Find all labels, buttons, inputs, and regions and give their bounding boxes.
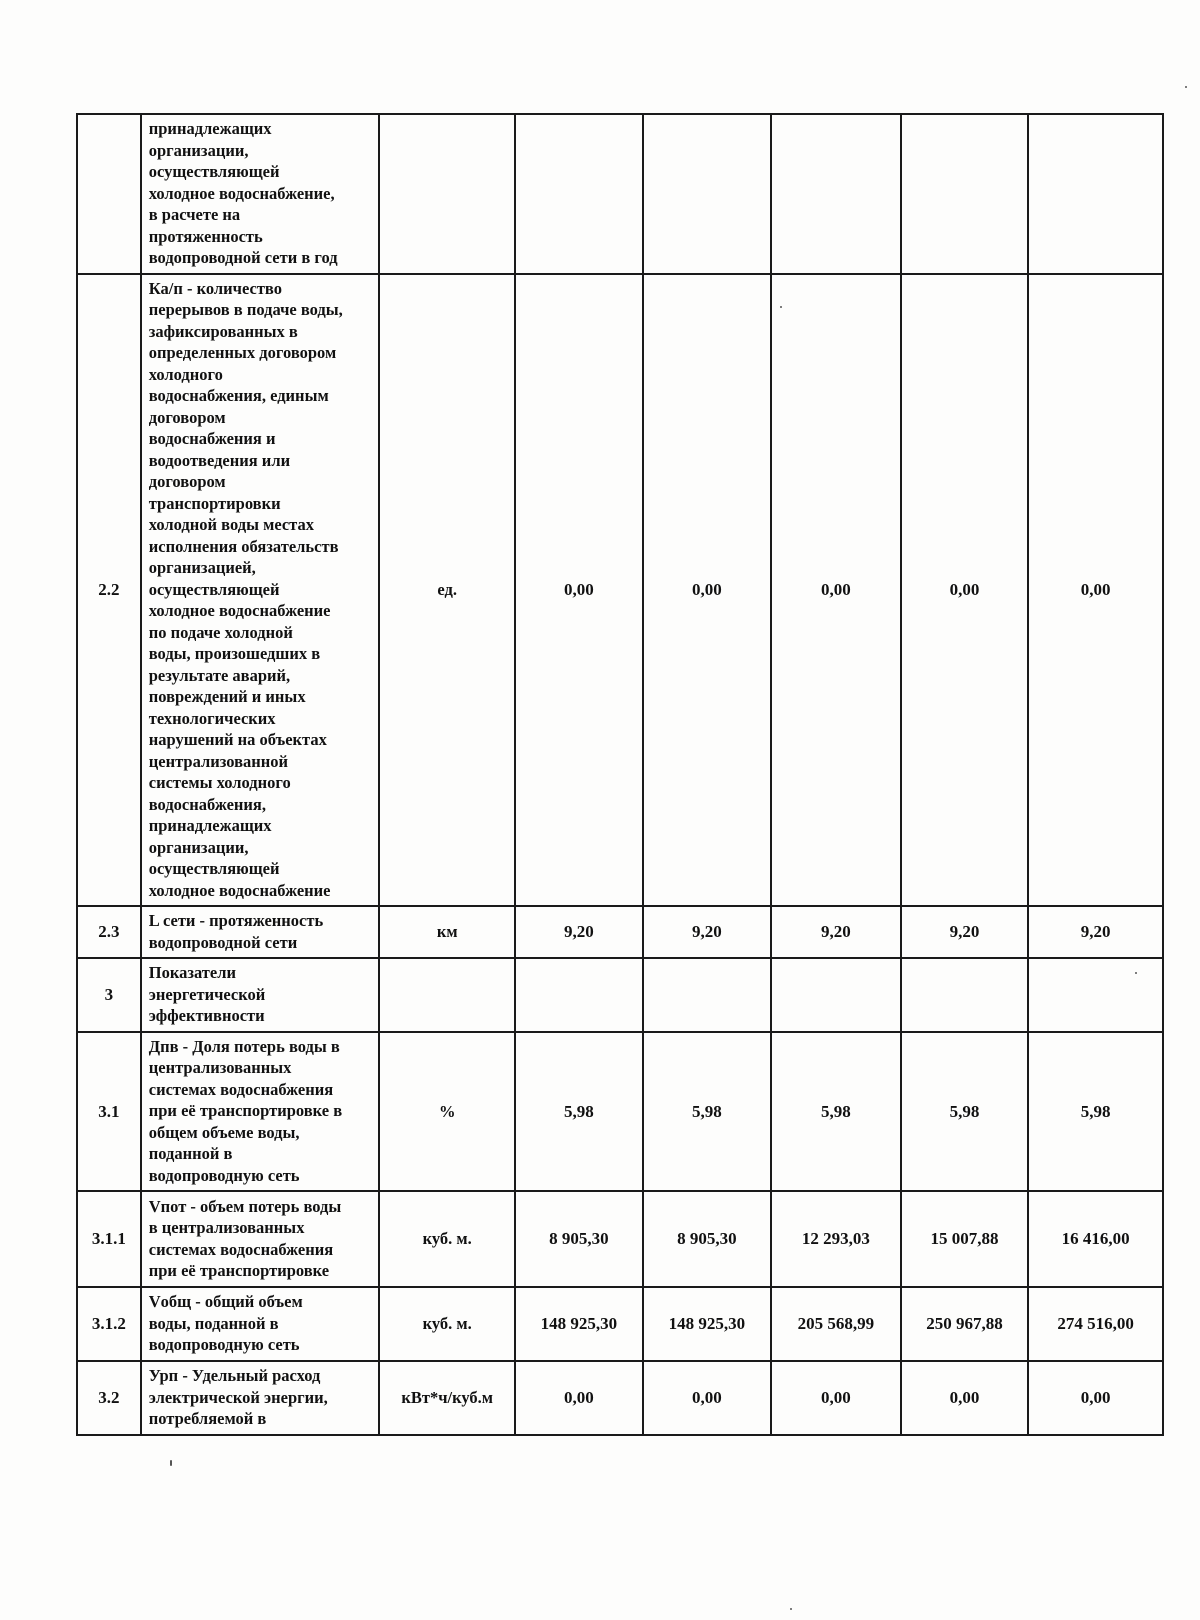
table-row xyxy=(77,1361,1163,1435)
value-cell: 0,00 xyxy=(771,274,901,907)
table-row xyxy=(77,274,1163,907)
indicator-description: принадлежащих организации, осуществляющей холодное водоснабжение, в расчете на протяженность водопроводной сети в год xyxy=(141,114,380,274)
indicator-description: Урп - Удельный расход электрической энергии, потребляемой в xyxy=(141,1361,380,1435)
row-number: 2.2 xyxy=(77,274,141,907)
table-row xyxy=(77,906,1163,958)
unit-cell: км xyxy=(379,906,515,958)
value-cell: 9,20 xyxy=(515,906,643,958)
table-row xyxy=(77,1191,1163,1287)
value-cell: 0,00 xyxy=(1028,274,1163,907)
unit-cell: кВт*ч/куб.м xyxy=(379,1361,515,1435)
value-cell xyxy=(515,958,643,1032)
scan-speck xyxy=(780,306,782,308)
value-cell: 5,98 xyxy=(643,1032,772,1192)
table-row xyxy=(77,114,1163,274)
value-cell: 5,98 xyxy=(1028,1032,1163,1192)
value-cell: 9,20 xyxy=(771,906,901,958)
value-cell xyxy=(771,114,901,274)
row-number: 2.3 xyxy=(77,906,141,958)
unit-cell xyxy=(379,958,515,1032)
unit-cell: % xyxy=(379,1032,515,1192)
scan-speck xyxy=(1185,86,1187,88)
value-cell: 0,00 xyxy=(901,274,1029,907)
value-cell xyxy=(515,114,643,274)
value-cell: 8 905,30 xyxy=(515,1191,643,1287)
value-cell: 148 925,30 xyxy=(515,1287,643,1361)
unit-cell: ед. xyxy=(379,274,515,907)
value-cell xyxy=(643,114,772,274)
unit-cell: куб. м. xyxy=(379,1191,515,1287)
row-number: 3.2 xyxy=(77,1361,141,1435)
value-cell: 8 905,30 xyxy=(643,1191,772,1287)
table-row xyxy=(77,958,1163,1032)
value-cell: 0,00 xyxy=(515,1361,643,1435)
value-cell: 205 568,99 xyxy=(771,1287,901,1361)
unit-cell: куб. м. xyxy=(379,1287,515,1361)
scan-speck xyxy=(790,1608,792,1610)
value-cell: 5,98 xyxy=(771,1032,901,1192)
value-cell xyxy=(901,114,1029,274)
indicator-description: Vпот - объем потерь воды в централизованных системах водоснабжения при её транспортировке xyxy=(141,1191,380,1287)
indicators-table xyxy=(76,113,1164,1436)
unit-cell xyxy=(379,114,515,274)
value-cell xyxy=(901,958,1029,1032)
value-cell: 12 293,03 xyxy=(771,1191,901,1287)
indicator-description: Vобщ - общий объем воды, поданной в водопроводную сеть xyxy=(141,1287,380,1361)
table-row xyxy=(77,1287,1163,1361)
value-cell: 0,00 xyxy=(901,1361,1029,1435)
indicator-description: Дпв - Доля потерь воды в централизованных системах водоснабжения при её транспортировке в общем объеме воды, поданной в водопроводную сеть xyxy=(141,1032,380,1192)
value-cell: 0,00 xyxy=(643,1361,772,1435)
value-cell: 250 967,88 xyxy=(901,1287,1029,1361)
value-cell: 0,00 xyxy=(771,1361,901,1435)
value-cell: 9,20 xyxy=(1028,906,1163,958)
value-cell: 9,20 xyxy=(643,906,772,958)
row-number: 3.1.2 xyxy=(77,1287,141,1361)
value-cell: 0,00 xyxy=(515,274,643,907)
scan-speck xyxy=(1135,972,1137,974)
value-cell xyxy=(771,958,901,1032)
value-cell: 5,98 xyxy=(901,1032,1029,1192)
value-cell: 5,98 xyxy=(515,1032,643,1192)
indicator-description: Показатели энергетической эффективности xyxy=(141,958,380,1032)
indicator-description: Ка/п - количество перерывов в подаче воды, зафиксированных в определенных договором холодного водоснабжения, единым договором водоснабжения и водоотведения или договором транспортировки холодной воды местах исполнения обязательств организацией, осуществляющей холодное водоснабжение по подаче холодной воды, произошедших в результате аварий, повреждений и иных технологических нарушений на объектах централизованной системы холодного водоснабжения, принадлежащих организации, осуществляющей холодное водоснабжение xyxy=(141,274,380,907)
row-number: 3 xyxy=(77,958,141,1032)
row-number: 3.1.1 xyxy=(77,1191,141,1287)
value-cell xyxy=(643,958,772,1032)
value-cell: 274 516,00 xyxy=(1028,1287,1163,1361)
value-cell: 16 416,00 xyxy=(1028,1191,1163,1287)
value-cell: 9,20 xyxy=(901,906,1029,958)
indicator-description: L сети - протяженность водопроводной сети xyxy=(141,906,380,958)
scan-speck xyxy=(170,1460,172,1466)
table-row xyxy=(77,1032,1163,1192)
row-number xyxy=(77,114,141,274)
value-cell: 148 925,30 xyxy=(643,1287,772,1361)
value-cell: 0,00 xyxy=(1028,1361,1163,1435)
value-cell: 0,00 xyxy=(643,274,772,907)
value-cell xyxy=(1028,114,1163,274)
value-cell xyxy=(1028,958,1163,1032)
row-number: 3.1 xyxy=(77,1032,141,1192)
value-cell: 15 007,88 xyxy=(901,1191,1029,1287)
